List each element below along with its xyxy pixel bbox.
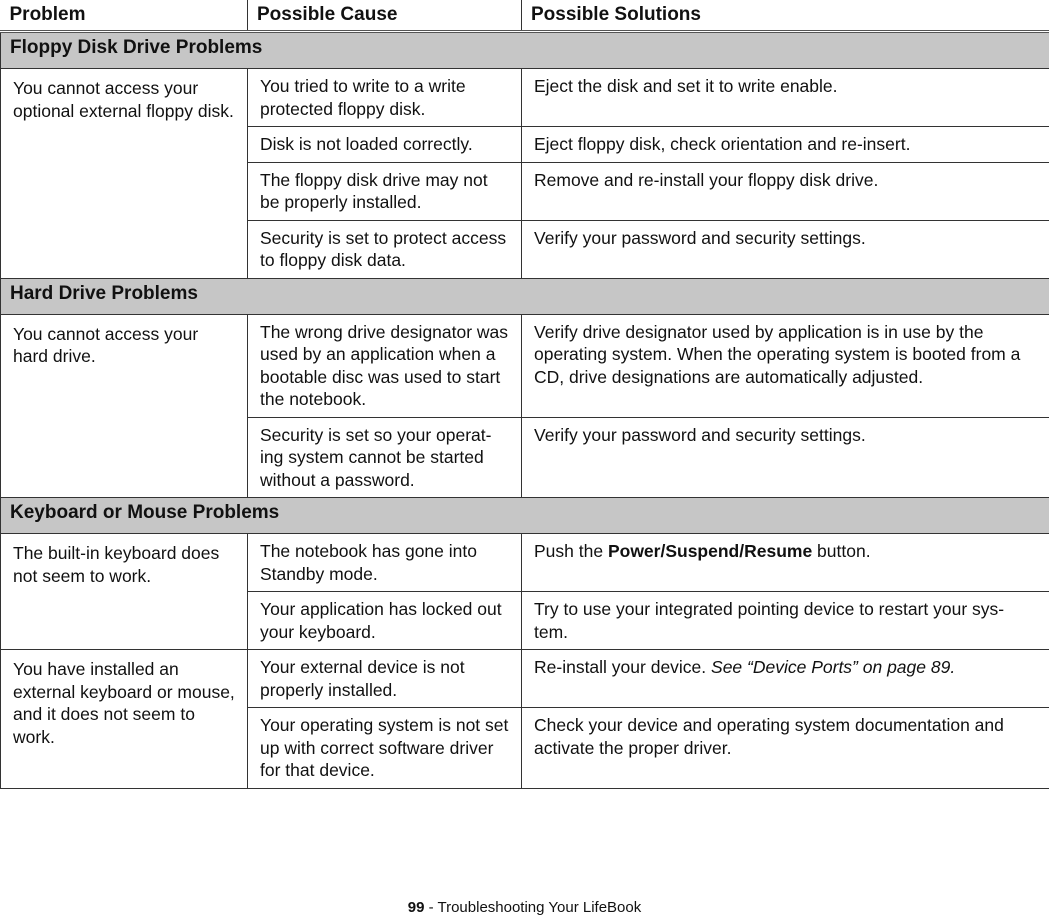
cause-cell: You tried to write to a write protected floppy disk. (248, 69, 522, 127)
power-suspend-resume-label: Power/Suspend/Resume (607, 541, 813, 561)
solution-text: Re-install your device. (534, 657, 712, 677)
solution-cell: Check your device and operating system documentation and activate the proper driver. (522, 708, 1049, 789)
section-header-floppy (1, 32, 1049, 69)
solution-text: button. (812, 541, 871, 561)
table-row (1, 314, 1049, 417)
table-row (1, 69, 1049, 127)
section-header-keyboard-mouse (1, 498, 1049, 534)
device-ports-reference: See “Device Ports” on page 89. (711, 657, 956, 677)
problem-cell: You cannot access your optional external floppy disk. (1, 69, 248, 279)
solution-cell (522, 650, 1049, 708)
column-header-problem: Problem (1, 0, 248, 32)
solution-cell: Verify drive designator used by application is in use by the operating system. When the operating system is booted from a CD, drive designations are automatically adjusted. (522, 314, 1049, 417)
solution-cell (522, 534, 1049, 592)
cause-cell: Disk is not loaded correctly. (248, 127, 522, 163)
problem-cell: You have installed an external keyboard or mouse, and it does not seem to work. (1, 650, 248, 789)
table-row (1, 534, 1049, 592)
solution-text: Push the (534, 541, 608, 561)
cause-cell: Security is set to protect access to floppy disk data. (248, 220, 522, 278)
table-header-row (1, 0, 1049, 32)
cause-cell: The floppy disk drive may not be properly installed. (248, 162, 522, 220)
cause-cell: Your external device is not properly installed. (248, 650, 522, 708)
solution-cell: Verify your password and security settings. (522, 417, 1049, 498)
cause-cell: The notebook has gone into Standby mode. (248, 534, 522, 592)
solution-cell: Try to use your integrated pointing device to restart your sys-tem. (522, 592, 1049, 650)
footer-text: - Troubleshooting Your LifeBook (424, 899, 642, 916)
solution-cell: Eject the disk and set it to write enable. (522, 69, 1049, 127)
column-header-cause: Possible Cause (248, 0, 522, 32)
table-row (1, 650, 1049, 708)
section-header-hard-drive (1, 278, 1049, 314)
page-footer (0, 899, 1049, 916)
page-number: 99 (407, 899, 425, 916)
section-title: Floppy Disk Drive Problems (1, 32, 1049, 69)
problem-cell: You cannot access your hard drive. (1, 314, 248, 498)
column-header-solutions: Possible Solutions (522, 0, 1049, 32)
section-title: Keyboard or Mouse Problems (1, 498, 1049, 534)
cause-cell: Security is set so your operat-ing system cannot be started without a password. (248, 417, 522, 498)
section-title: Hard Drive Problems (1, 278, 1049, 314)
cause-cell: The wrong drive designator was used by an application when a bootable disc was used to start the notebook. (248, 314, 522, 417)
cause-cell: Your application has locked out your keyboard. (248, 592, 522, 650)
problem-cell: The built-in keyboard does not seem to work. (1, 534, 248, 650)
solution-cell: Verify your password and security settings. (522, 220, 1049, 278)
solution-cell: Eject floppy disk, check orientation and re-insert. (522, 127, 1049, 163)
solution-cell: Remove and re-install your floppy disk drive. (522, 162, 1049, 220)
cause-cell: Your operating system is not set up with correct software driver for that device. (248, 708, 522, 789)
